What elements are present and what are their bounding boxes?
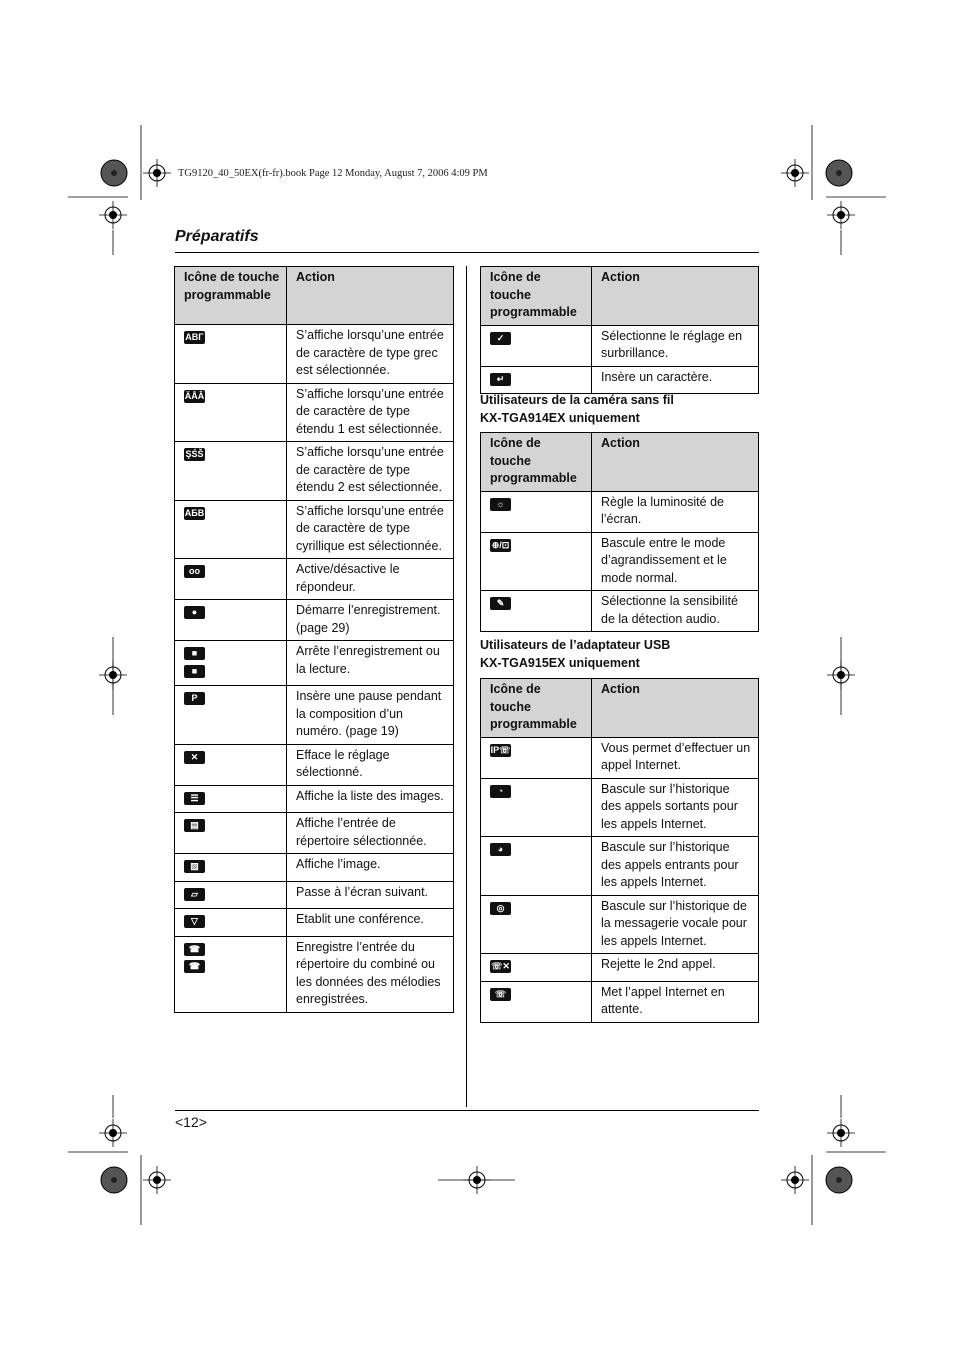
icon-cell: [481, 491, 592, 532]
zoom-mode-icon: ⊕/⊡: [491, 539, 510, 550]
icon-cell: [175, 500, 287, 559]
hold-icon: ☏: [490, 988, 511, 1001]
record-icon: ●: [184, 606, 205, 619]
icon-cell: [175, 909, 287, 937]
table-row: [481, 954, 759, 982]
insert-char-icon: ↵: [490, 373, 511, 386]
save-icon: ☎: [184, 960, 205, 973]
action-cell: Bascule entre le mode d’agrandissement et le mode normal.: [592, 532, 759, 591]
icon-cell: [481, 737, 592, 778]
action-cell: S’affiche lorsqu’une entrée de caractère de type étendu 2 est sélectionnée.: [287, 442, 454, 501]
check-icon: ✓: [490, 332, 511, 345]
audio-detection-icon: ✎: [490, 597, 511, 610]
icon-cell: [175, 600, 287, 641]
file-info: TG9120_40_50EX(fr-fr).book Page 12 Monday, August 7, 2006 4:09 PM: [178, 168, 488, 179]
action-cell: Affiche l’image.: [287, 854, 454, 882]
icon-cell: [481, 591, 592, 632]
table-row: [175, 383, 454, 442]
page-number: <12>: [175, 1114, 207, 1130]
table-row: [481, 366, 759, 394]
action-cell: Insère une pause pendant la composition d’un numéro. (page 19): [287, 686, 454, 745]
extended1-char-icon: ÄÅÂ: [184, 390, 205, 401]
action-cell: Etablit une conférence.: [287, 909, 454, 937]
action-column-header: Action: [592, 679, 759, 738]
icon-column-header: Icône de touche programmable: [481, 433, 592, 492]
icon-cell: [175, 785, 287, 813]
icon-cell: [175, 325, 287, 384]
delete-icon: ✕: [184, 751, 205, 764]
table-row: [175, 500, 454, 559]
stop-icon: ■: [184, 647, 205, 660]
icon-cell: [175, 383, 287, 442]
right-icon-table-1: [480, 266, 759, 394]
table-row: [175, 686, 454, 745]
table-row: [175, 813, 454, 854]
extended2-char-icon: ŞŚŠ: [185, 449, 204, 459]
action-column-header: Action: [592, 267, 759, 326]
action-cell: Sélectionne le réglage en surbrillance.: [592, 325, 759, 366]
pause-icon: P: [184, 692, 205, 705]
outgoing-history-icon: ◔: [490, 785, 511, 798]
table-row: [481, 591, 759, 632]
left-icon-table: [174, 266, 454, 1013]
reject-call-icon: ☏✕: [491, 961, 510, 971]
action-cell: Bascule sur l’historique des appels entrants pour les appels Internet.: [592, 837, 759, 896]
icon-cell: [175, 813, 287, 854]
footer-rule: [175, 1110, 759, 1111]
table-row: [175, 936, 454, 1012]
table-row: [481, 532, 759, 591]
table-row: [175, 785, 454, 813]
stop-icon: ■: [184, 665, 205, 678]
table-row: [175, 909, 454, 937]
table-row: [175, 881, 454, 909]
cyrillic-char-icon: АБВ: [184, 507, 205, 518]
action-cell: Bascule sur l’historique des appels sortants pour les appels Internet.: [592, 778, 759, 837]
action-cell: Sélectionne la sensibilité de la détection audio.: [592, 591, 759, 632]
action-column-header: Action: [287, 267, 454, 325]
column-divider: [466, 266, 467, 1107]
action-cell: Rejette le 2nd appel.: [592, 954, 759, 982]
action-cell: Active/désactive le répondeur.: [287, 559, 454, 600]
image-icon: ▨: [184, 860, 205, 873]
icon-cell: [175, 744, 287, 785]
incoming-history-icon: ◕: [490, 843, 511, 856]
icon-cell: [481, 366, 592, 394]
action-cell: Démarre l’enregistrement. (page 29): [287, 600, 454, 641]
action-cell: S’affiche lorsqu’une entrée de caractère de type étendu 1 est sélectionnée.: [287, 383, 454, 442]
icon-cell: [175, 936, 287, 1012]
icon-cell: [481, 325, 592, 366]
table-row: [175, 600, 454, 641]
table-row: [175, 744, 454, 785]
action-cell: Enregistre l’entrée du répertoire du combiné ou les données des mélodies enregistrées.: [287, 936, 454, 1012]
table-row: [481, 737, 759, 778]
table-row: [175, 854, 454, 882]
image-list-icon: ☰: [184, 792, 205, 805]
table-row: [481, 895, 759, 954]
icon-column-header: Icône de touche programmable: [175, 267, 287, 325]
action-cell: Insère un caractère.: [592, 366, 759, 394]
header-rule: [175, 252, 759, 253]
icon-cell: [175, 559, 287, 600]
icon-cell: [175, 686, 287, 745]
action-cell: Règle la luminosité de l’écran.: [592, 491, 759, 532]
internet-call-icon: IP☏: [490, 744, 511, 755]
icon-cell: [481, 778, 592, 837]
voicemail-icon: ◎: [490, 902, 511, 915]
table-row: [481, 981, 759, 1022]
icon-cell: [481, 837, 592, 896]
icon-cell: [481, 954, 592, 982]
action-cell: Efface le réglage sélectionné.: [287, 744, 454, 785]
section-title: Préparatifs: [175, 228, 259, 245]
action-cell: Met l’appel Internet en attente.: [592, 981, 759, 1022]
table-row: [481, 778, 759, 837]
table-row: [481, 837, 759, 896]
right-icon-table-3: [480, 678, 759, 1023]
phonebook-entry-icon: ▤: [184, 819, 205, 832]
icon-column-header: Icône de touche programmable: [481, 267, 592, 326]
table-row: [481, 325, 759, 366]
save-icon: ☎: [184, 943, 205, 956]
answering-machine-icon: oo: [184, 565, 205, 578]
action-cell: Affiche la liste des images.: [287, 785, 454, 813]
icon-cell: [175, 854, 287, 882]
action-cell: Arrête l’enregistrement ou la lecture.: [287, 641, 454, 686]
usb-users-heading: Utilisateurs de l’adaptateur USB KX-TGA915EX uniquement: [480, 638, 671, 670]
action-column-header: Action: [592, 433, 759, 492]
action-cell: Affiche l’entrée de répertoire sélectionnée.: [287, 813, 454, 854]
conference-icon: ▽: [184, 915, 205, 928]
action-cell: S’affiche lorsqu’une entrée de caractère de type grec est sélectionnée.: [287, 325, 454, 384]
brightness-icon: ☼: [490, 498, 511, 511]
camera-users-heading: Utilisateurs de la caméra sans fil KX-TGA914EX uniquement: [480, 393, 674, 425]
icon-cell: [481, 981, 592, 1022]
action-cell: Passe à l’écran suivant.: [287, 881, 454, 909]
table-row: [175, 559, 454, 600]
table-row: [481, 491, 759, 532]
icon-column-header: Icône de touche programmable: [481, 679, 592, 738]
next-screen-icon: ▱: [184, 888, 205, 901]
icon-cell: [175, 881, 287, 909]
icon-cell: [175, 442, 287, 501]
action-cell: Bascule sur l’historique de la messagerie vocale pour les appels Internet.: [592, 895, 759, 954]
table-row: [175, 442, 454, 501]
icon-cell: [481, 895, 592, 954]
action-cell: S’affiche lorsqu’une entrée de caractère de type cyrillique est sélectionnée.: [287, 500, 454, 559]
icon-cell: [175, 641, 287, 686]
table-row: [175, 641, 454, 686]
table-row: [175, 325, 454, 384]
action-cell: Vous permet d’effectuer un appel Internet.: [592, 737, 759, 778]
greek-char-icon: ΑΒΓ: [185, 332, 204, 342]
right-icon-table-2: [480, 432, 759, 632]
icon-cell: [481, 532, 592, 591]
